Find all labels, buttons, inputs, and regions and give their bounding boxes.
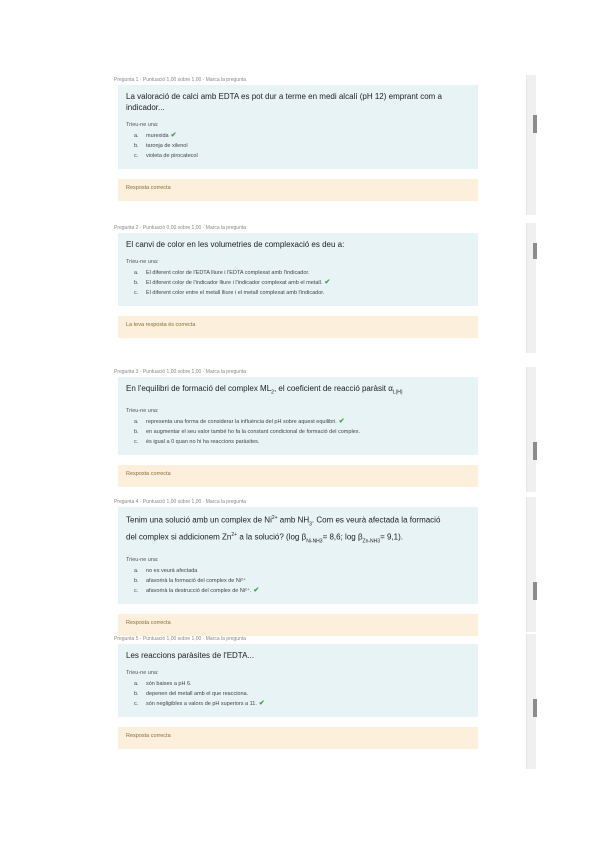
answer-option-a[interactable]: a. El diferent color de l'EDTA lliure i l'EDTA complexat amb l'indicador. — [134, 270, 310, 276]
answer-option-b[interactable]: b. taronja de xilenol — [134, 143, 188, 149]
question-text: El canvi de color en les volumetries de complexació es deu a: — [126, 240, 345, 249]
question-box — [118, 85, 478, 169]
answer-label: Trieu-ne una: — [126, 259, 159, 265]
feedback-correct: Resposta correcta — [118, 465, 478, 487]
question-meta: Pregunta 1 · Puntuació 1,00 sobre 1,00 · Marca la pregunta — [114, 77, 247, 83]
check-icon: ✔ — [324, 279, 331, 286]
question-box — [118, 507, 478, 604]
feedback-correct: La teva resposta és correcta — [118, 316, 478, 338]
question-5 — [112, 634, 532, 749]
feedback-correct: Resposta correcta — [118, 179, 478, 201]
answer-label: Trieu-ne una: — [126, 670, 159, 676]
scrollbar-thumb[interactable] — [533, 442, 537, 460]
question-4 — [112, 497, 532, 636]
check-icon: ✔ — [338, 417, 345, 425]
question-text: En l'equilibri de formació del complex $ML_2$, el coeficient de reacció paràsit $\alpha_{L(H)}$ — [126, 384, 403, 396]
answer-option-b[interactable]: b. depenen del metall amb el que reacciona. — [134, 691, 249, 697]
feedback-correct: Resposta correcta — [118, 614, 478, 636]
answer-option-a[interactable]: a. no es veurà afectada — [134, 567, 198, 574]
quiz-review-page — [112, 0, 532, 848]
question-3 — [112, 367, 532, 487]
answer-option-c[interactable]: c. són negligibles a valors de pH superiors a 11. ✔ — [134, 700, 265, 707]
question-text: Tenim una solució amb un complex de $Ni^{2+}$ amb $NH_3$. Com es veurà afectada la formació del complex si addicionem $Zn^{2+}$ a la solució? (log $\beta_{Ni-NH3}= 8,6$; $\log \beta_{Zn-NH3}= 9,1$). — [126, 515, 441, 545]
question-text: Les reaccions paràsites de l'EDTA... — [126, 651, 255, 660]
check-icon: ✔ — [170, 132, 177, 139]
question-box — [118, 233, 478, 306]
scrollbar-thumb[interactable] — [533, 582, 537, 600]
question-box — [118, 377, 478, 455]
scrollbar[interactable] — [526, 367, 536, 492]
scrollbar-thumb[interactable] — [533, 115, 537, 133]
answer-option-a[interactable]: a. són baixes a pH 6. — [134, 681, 192, 687]
question-2 — [112, 223, 532, 338]
scrollbar[interactable] — [526, 497, 536, 632]
scrollbar[interactable] — [526, 223, 536, 353]
answer-option-b[interactable]: b. afavorirà la formació del complex de Ni²⁺ — [134, 577, 246, 584]
feedback-correct: Resposta correcta — [118, 727, 478, 749]
scrollbar-thumb[interactable] — [533, 699, 537, 717]
check-icon: ✔ — [253, 586, 260, 594]
scrollbar[interactable] — [526, 75, 536, 215]
answer-option-b[interactable]: b. El diferent color de l'indicador lliure i l'indicador complexat amb el metall. ✔ — [134, 279, 331, 286]
question-meta: Pregunta 3 · Puntuació 1,00 sobre 1,00 · Marca la pregunta — [114, 369, 247, 375]
answer-option-c[interactable]: c. és igual a 0 quan no hi ha reaccions paràsites. — [134, 438, 260, 445]
scrollbar-thumb[interactable] — [533, 243, 537, 259]
answer-label: Trieu-ne una: — [126, 122, 159, 128]
question-meta: Pregunta 2 · Puntuació 0,00 sobre 1,00 · Marca la pregunta — [114, 225, 247, 231]
question-box — [118, 644, 478, 717]
scrollbar[interactable] — [526, 634, 536, 769]
check-icon: ✔ — [258, 700, 265, 707]
answer-option-a[interactable]: a. representa una forma de considerar la influència del pH sobre aquest equilibri. ✔ — [134, 417, 345, 425]
answer-option-c[interactable]: c. afavorirà la destrucció del complex de Ni²⁺. ✔ — [134, 586, 260, 594]
answer-label: Trieu-ne una: — [126, 556, 159, 563]
question-meta: Pregunta 4 · Puntuació 1,00 sobre 1,00 · Marca la pregunta — [114, 499, 247, 505]
answer-option-a[interactable]: a. murexida ✔ — [134, 132, 177, 139]
answer-option-c[interactable]: c. El diferent color entre el metall lliure i el metall complexat amb l'indicador. — [134, 290, 325, 296]
answer-option-c[interactable]: c. violeta de pirocatecol — [134, 153, 198, 159]
answer-label: Trieu-ne una: — [126, 407, 159, 414]
answer-option-b[interactable]: b. en augmentar el seu valor també ho fa la constant condicional de formació del complex. — [134, 428, 361, 435]
question-text: La valoració de calci amb EDTA es pot dur a terme en medi alcalí (pH 12) emprant com a indicador... — [126, 92, 442, 112]
question-1 — [112, 75, 532, 201]
question-meta: Pregunta 5 · Puntuació 1,00 sobre 1,00 · Marca la pregunta — [114, 636, 247, 642]
